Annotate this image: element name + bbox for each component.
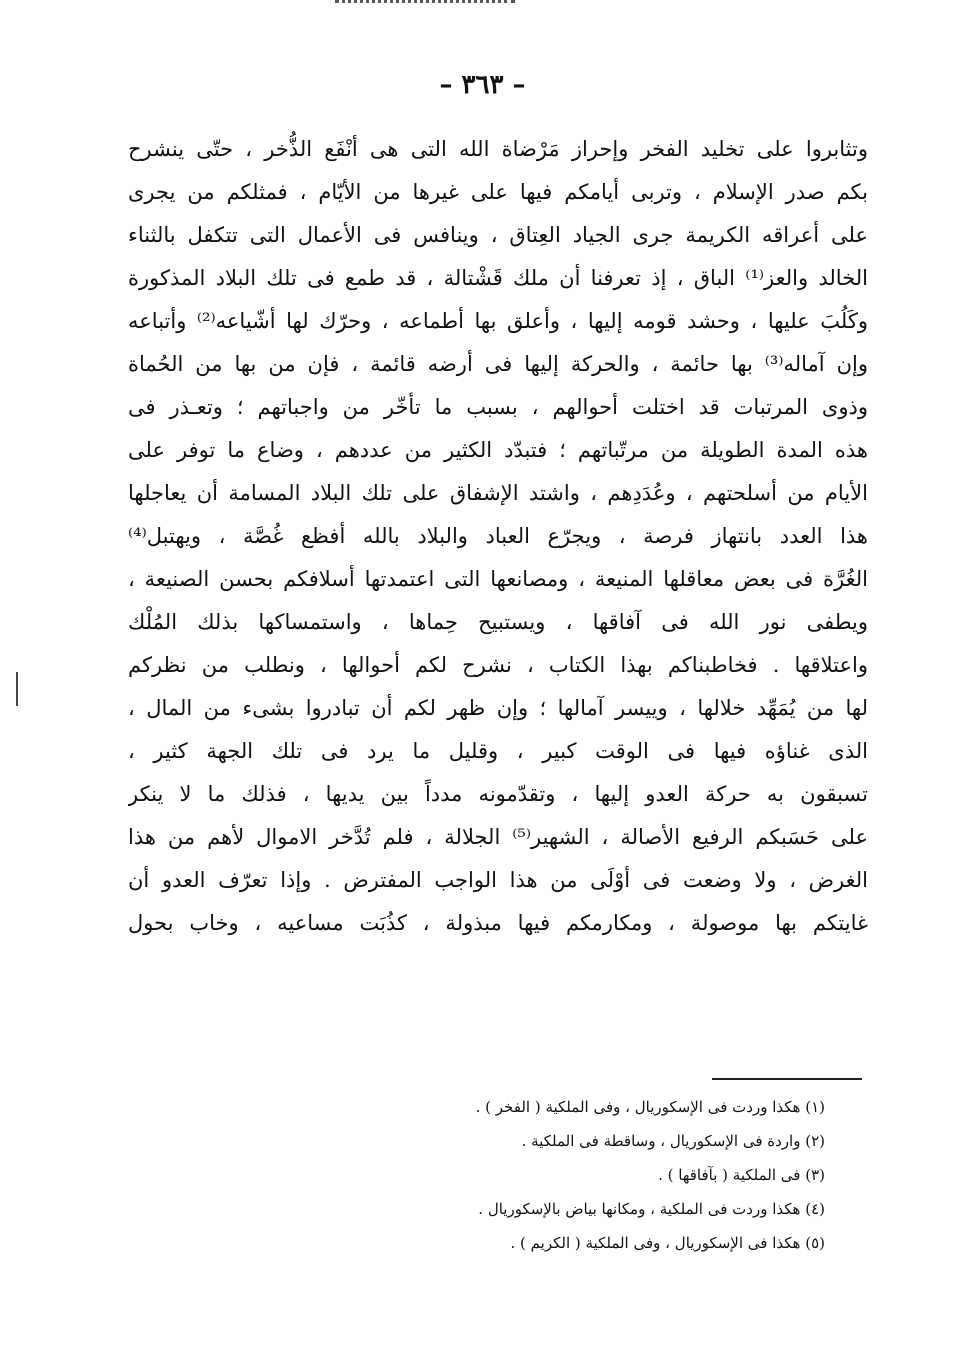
text-line: الغرض ، ولا وضعت فى أوْلَى من هذا الواجب المفترض . وإذا تعرّف العدو أن xyxy=(128,868,868,892)
text-line: الأيام من أسلحتهم ، وعُدَدِهم ، واشتد الإشفاق على تلك البلاد المسامة أن يعاجلها xyxy=(128,481,868,505)
margin-mark xyxy=(16,672,18,706)
scan-artifact-top xyxy=(335,0,515,11)
footnote: (٢) واردة فى الإسكوريال ، وساقطة فى الملكية . xyxy=(521,1132,825,1150)
text-line: ويطفى نور الله فى آفاقها ، ويستبيح حِماها ، واستمساكها بذلك المُلْك xyxy=(128,610,868,634)
text-line: لها من يُمَهِّد خلالها ، وييسر آمالها ؛ وإن ظهر لكم أن تبادروا بشىء من المال ، xyxy=(128,696,868,720)
footnote: (٤) هكذا وردت فى الملكية ، ومكانها بياض بالإسكوريال . xyxy=(478,1200,825,1218)
text-line: على حَسَبكم الرفيع الأصالة ، الشهير⁽⁵⁾ الجلالة ، فلم تُدَّخر الاموال لأهم من هذا xyxy=(128,825,868,849)
text-line: وإن آماله⁽³⁾ بها حائمة ، والحركة إليها فى أرضه قائمة ، فإن من بها من الحُماة xyxy=(128,352,868,376)
text-line: تسبقون به حركة العدو إليها ، وتقدّمونه مدداً بين يديها ، فذلك ما لا ينكر xyxy=(128,782,868,806)
text-line: واعتلاقها . فخاطبناكم بهذا الكتاب ، نشرح لكم أحوالها ، ونطلب من نظركم xyxy=(128,653,868,677)
text-line: الغُرَّة فى بعض معاقلها المنيعة ، ومصانعها التى اعتمدتها أسلافكم بحسن الصنيعة ، xyxy=(128,567,868,591)
text-line: وتثابروا على تخليد الفخر وإحراز مَرْضاة الله التى هى أنْفَع الذُّخر ، حتّى ينشرح xyxy=(128,137,868,161)
text-line: وكَلُبَ عليها ، وحشد قومه إليها ، وأعلق بها أطماعه ، وحرّك لها أشّياعه⁽²⁾ وأتباعه xyxy=(128,309,868,333)
text-line: الخالد والعز⁽¹⁾ الباق ، إذ تعرفنا أن ملك قَشْتالة ، قد طمع فى تلك البلاد المذكورة xyxy=(128,266,868,290)
text-line: غايتكم بها موصولة ، ومكارمكم فيها مبذولة ، كذُبَت مساعيه ، وخاب بحول xyxy=(128,911,868,935)
main-text-block xyxy=(128,128,868,945)
text-line: هذه المدة الطويلة من مرتّباتهم ؛ فتبدّد الكثير من عددهم ، وضاع ما توفر على xyxy=(128,438,868,462)
text-line: هذا العدد بانتهاز فرصة ، ويجرّع العباد والبلاد بالله أفظع غُصَّة ، ويهتبل⁽⁴⁾ xyxy=(128,524,868,548)
footnotes-block xyxy=(285,1090,825,1260)
footnote-divider xyxy=(712,1078,862,1080)
text-line: الذى غناؤه فيها فى الوقت كبير ، وقليل ما يرد فى تلك الجهة كثير ، xyxy=(128,739,868,763)
text-line: على أعراقه الكريمة جرى الجياد العِتاق ، وينافس فى الأعمال التى تتكفل بالثناء xyxy=(128,223,868,247)
footnote: (١) هكذا وردت فى الإسكوريال ، وفى الملكية ( الفخر ) . xyxy=(475,1098,825,1116)
footnote: (٣) فى الملكية ( بآفاقها ) . xyxy=(658,1166,825,1184)
text-line: وذوى المرتبات قد اختلت أحوالهم ، بسبب ما تأخّر من واجباتهم ؛ وتعـذر فى xyxy=(128,395,868,419)
text-line: بكم صدر الإسلام ، وتربى أيامكم فيها على غيرها من الأيّام ، فمثلكم من يجرى xyxy=(128,180,868,204)
footnote: (٥) هكذا فى الإسكوريال ، وفى الملكية ( الكريم ) . xyxy=(510,1234,825,1252)
page-number: – ٣٦٣ – xyxy=(439,70,526,100)
